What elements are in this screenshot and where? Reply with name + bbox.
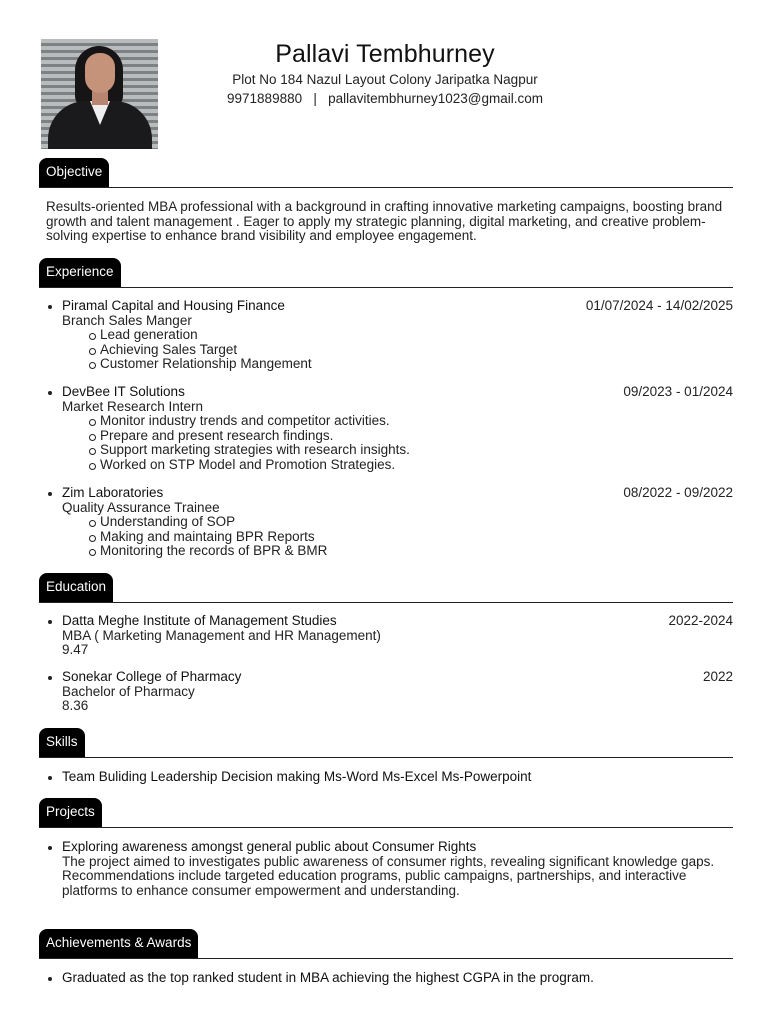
project-description-line: platforms to enhance consumer empowerment and understanding. xyxy=(62,882,460,898)
institution-name: Datta Meghe Institute of Management Studies xyxy=(46,614,337,629)
section-tab: Skills xyxy=(39,728,85,757)
skills-entry xyxy=(46,770,733,785)
date-range: 08/2022 - 09/2022 xyxy=(623,485,733,500)
objective-text xyxy=(46,200,736,244)
education-section-heading xyxy=(39,573,733,603)
contact-line xyxy=(180,89,590,108)
job-role: Market Research Intern xyxy=(62,398,204,414)
company-name: Piramal Capital and Housing Finance xyxy=(46,299,285,314)
list-item: Lead generation xyxy=(100,328,733,343)
section-tab: Projects xyxy=(39,798,102,827)
date-range: 09/2023 - 01/2024 xyxy=(623,384,733,399)
section-divider xyxy=(39,187,733,188)
email-address: pallavitembhurney1023@gmail.com xyxy=(328,91,543,106)
list-item: Making and maintaing BPR Reports xyxy=(100,530,733,545)
list-item: Understanding of SOP xyxy=(100,515,733,530)
section-divider xyxy=(39,757,733,758)
degree: Bachelor of Pharmacy xyxy=(62,683,195,699)
score: 8.36 xyxy=(62,698,89,714)
list-item: Monitor industry trends and competitor activities. xyxy=(100,414,733,429)
year-range: 2022-2024 xyxy=(668,613,733,628)
company-name: DevBee IT Solutions xyxy=(46,385,185,400)
degree: MBA ( Marketing Management and HR Management) xyxy=(62,627,381,643)
objective-line: Results-oriented MBA professional with a background in crafting innovative marketing campaigns, boosting brand xyxy=(46,199,723,214)
skills-section-heading xyxy=(39,728,733,758)
project-entry xyxy=(46,840,733,898)
resume-header xyxy=(180,38,590,108)
list-item: Monitoring the records of BPR & BMR xyxy=(100,544,733,559)
responsibility-list xyxy=(46,328,733,372)
list-item: Worked on STP Model and Promotion Strategies. xyxy=(100,458,733,473)
job-role: Quality Assurance Trainee xyxy=(62,499,220,515)
section-divider xyxy=(39,827,733,828)
list-item: Prepare and present research findings. xyxy=(100,429,733,444)
section-tab: Experience xyxy=(39,258,121,287)
achievements-section-heading xyxy=(39,929,733,959)
phone-number: 9971889880 xyxy=(227,91,303,106)
list-item: Achieving Sales Target xyxy=(100,343,733,358)
list-item: Support marketing strategies with research insights. xyxy=(100,443,733,458)
job-role: Branch Sales Manger xyxy=(62,312,192,328)
year-range: 2022 xyxy=(702,669,733,684)
education-entry xyxy=(46,614,733,658)
section-divider xyxy=(39,958,733,959)
achievement-entry xyxy=(46,971,733,986)
section-divider xyxy=(39,602,733,603)
skills-list: Team Buliding Leadership Decision making Ms-Word Ms-Excel Ms-Powerpoint xyxy=(46,770,733,785)
experience-entry xyxy=(46,299,733,372)
score: 9.47 xyxy=(62,642,89,658)
date-range: 01/07/2024 - 14/02/2025 xyxy=(585,298,733,313)
achievement-item: Graduated as the top ranked student in MBA achieving the highest CGPA in the program. xyxy=(46,971,733,986)
project-description-line: The project aimed to investigates public awareness of consumer rights, revealing significant knowledge gaps. xyxy=(62,853,715,869)
objective-line: growth and talent management . Eager to apply my strategic planning, digital marketing, and creative problem- xyxy=(46,213,706,229)
section-tab: Achievements & Awards xyxy=(39,929,198,958)
list-item: Customer Relationship Mangement xyxy=(100,357,733,372)
responsibility-list xyxy=(46,414,733,472)
company-name: Zim Laboratories xyxy=(46,486,163,501)
experience-entry xyxy=(46,486,733,559)
education-entry xyxy=(46,670,733,714)
objective-section-heading xyxy=(39,158,733,188)
experience-entry xyxy=(46,385,733,473)
section-divider xyxy=(39,287,733,288)
projects-section-heading xyxy=(39,798,733,828)
candidate-name: Pallavi Tembhurney xyxy=(275,40,495,68)
address: Plot No 184 Nazul Layout Colony Jaripatka Nagpur xyxy=(232,72,538,87)
profile-photo xyxy=(41,39,158,149)
project-title: Exploring awareness amongst general public about Consumer Rights xyxy=(46,840,733,855)
project-description-line: Recommendations include targeted education programs, public campaigns, partnerships, and interactive xyxy=(62,868,687,884)
section-tab: Objective xyxy=(39,158,109,187)
institution-name: Sonekar College of Pharmacy xyxy=(46,670,241,685)
experience-section-heading xyxy=(39,258,733,288)
contact-separator: | xyxy=(313,91,317,106)
responsibility-list xyxy=(46,515,733,559)
section-tab: Education xyxy=(39,573,113,602)
objective-line: solving expertise to enhance brand visibility and employee engagement. xyxy=(46,228,477,244)
